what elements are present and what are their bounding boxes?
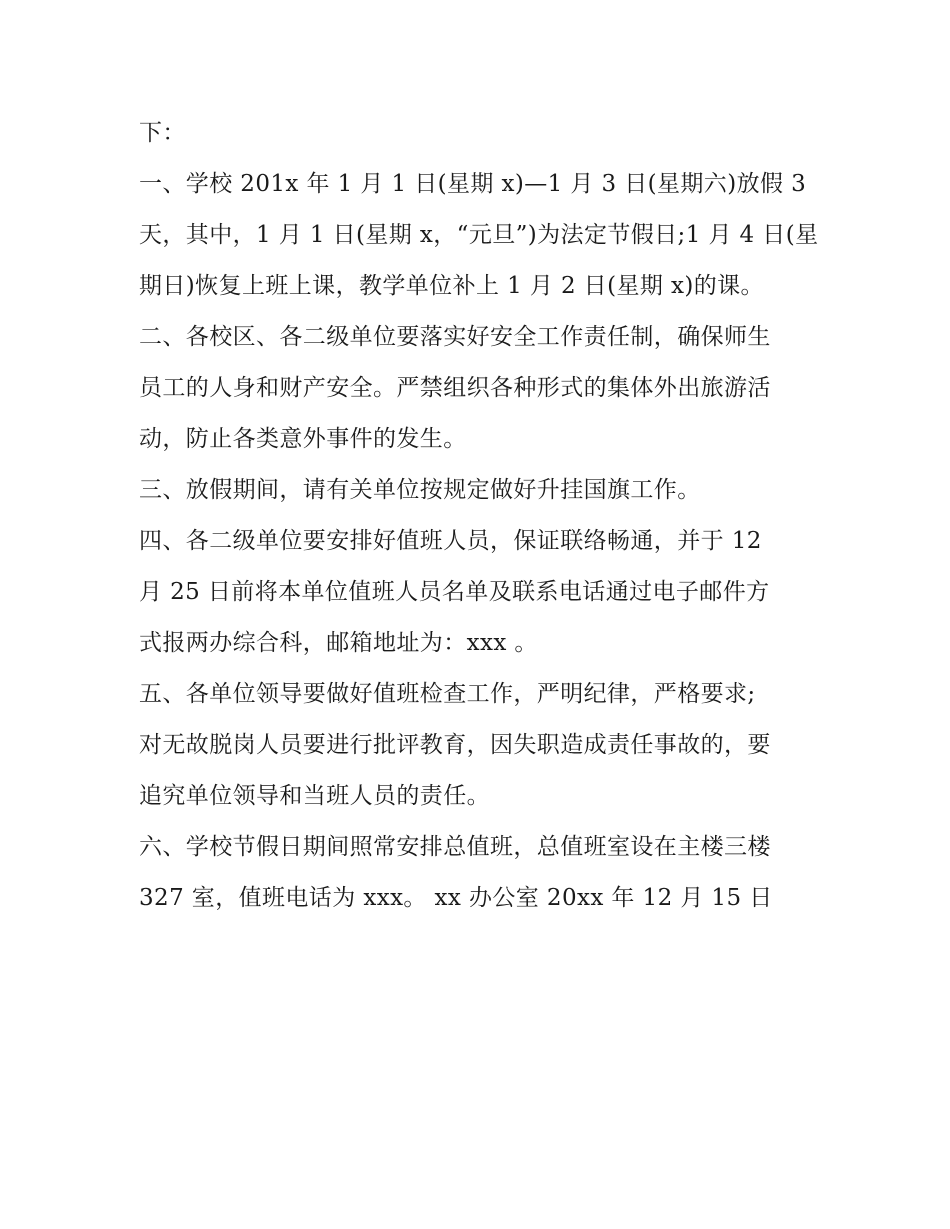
text-line: 二、各校区、各二级单位要落实好安全工作责任制，确保师生 bbox=[139, 324, 771, 350]
text-line: 六、学校节假日期间照常安排总值班，总值班室设在主楼三楼 bbox=[139, 834, 771, 860]
text-line: 天，其中，1 月 1 日(星期 x，“元旦”)为法定节假日;1 月 4 日(星 bbox=[139, 222, 819, 248]
notice-body bbox=[139, 108, 829, 924]
text-line: 式报两办综合科，邮箱地址为：xxx 。 bbox=[139, 630, 538, 656]
text-line: 月 25 日前将本单位值班人员名单及联系电话通过电子邮件方 bbox=[139, 579, 770, 605]
text-line: 动，防止各类意外事件的发生。 bbox=[139, 426, 467, 452]
text-line: 对无故脱岗人员要进行批评教育，因失职造成责任事故的，要 bbox=[139, 732, 771, 758]
text-line: 四、各二级单位要安排好值班人员，保证联络畅通，并于 12 bbox=[139, 528, 762, 554]
text-line: 五、各单位领导要做好值班检查工作，严明纪律，严格要求; bbox=[139, 681, 756, 707]
text-line: 员工的人身和财产安全。严禁组织各种形式的集体外出旅游活 bbox=[139, 375, 771, 401]
text-line: 追究单位领导和当班人员的责任。 bbox=[139, 783, 490, 809]
text-line: 期日)恢复上班上课，教学单位补上 1 月 2 日(星期 x)的课。 bbox=[139, 273, 764, 299]
text-line: 下： bbox=[139, 120, 186, 146]
text-line: 一、学校 201x 年 1 月 1 日(星期 x)—1 月 3 日(星期六)放假 3 bbox=[139, 171, 807, 197]
text-line: 三、放假期间，请有关单位按规定做好升挂国旗工作。 bbox=[139, 477, 701, 503]
text-line: 327 室，值班电话为 xxx。 xx 办公室 20xx 年 12 月 15 日 bbox=[139, 885, 773, 911]
